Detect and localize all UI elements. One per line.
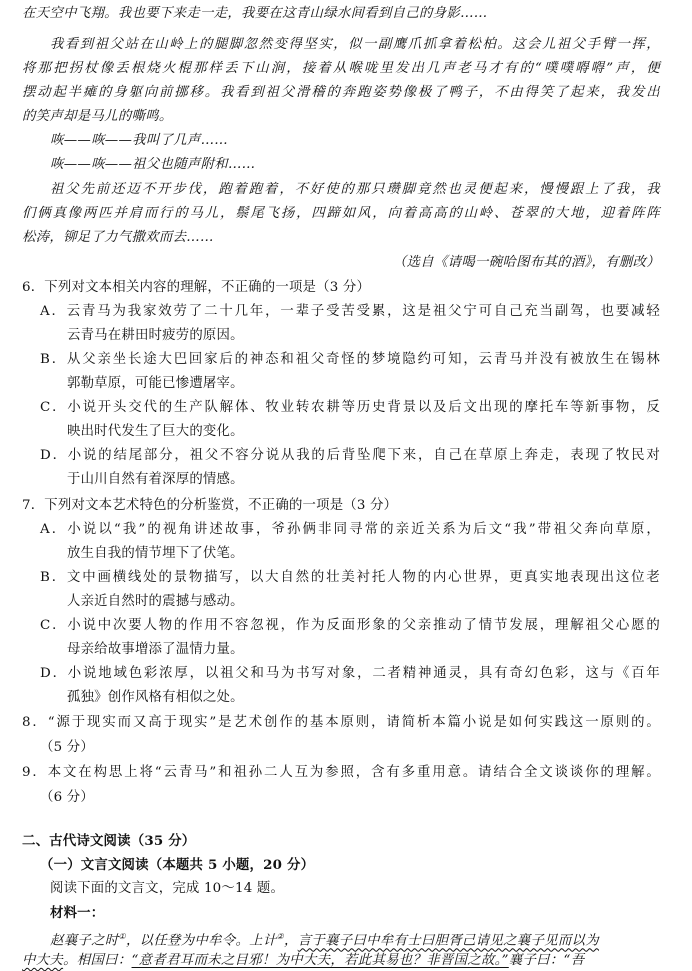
passage-line-6: 咴——咴——我叫了几声…… — [50, 133, 228, 148]
material-text: 襄子曰：“吾 — [508, 953, 585, 968]
q7-stem: 7．下列对文本艺术特色的分析鉴赏，不正确的一项是（3 分） — [22, 498, 398, 513]
material-line-1 — [50, 927, 599, 951]
material-line-2 — [22, 951, 584, 971]
passage-source: （选自《请喝一碗哈图布其的酒》，有删改） — [392, 255, 660, 270]
q6-option-b-line2: 郭勒草原，可能已惨遭屠宰。 — [67, 376, 244, 391]
q7-option-a-line1: A．小说以“我”的视角讲述故事，爷孙俩非同寻常的亲近关系为后文“我”带祖父奔向草原， — [40, 522, 660, 537]
q6-option-c-line1: C．小说开头交代的生产队解体、牧业转农耕等历史背景以及后文出现的摩托车等新事物，反 — [40, 400, 660, 415]
q6-stem: 6．下列对文本相关内容的理解，不正确的一项是（3 分） — [22, 280, 371, 295]
material-text: 赵襄子之时 — [50, 933, 119, 949]
material-text: ， — [284, 933, 298, 949]
material-label: 材料一： — [50, 905, 105, 921]
passage-line-9: 们俩真像两匹并肩而行的马儿，鬃尾飞扬，四蹄如风，向着高高的山岭、苍翠的大地，迎着阵阵 — [22, 206, 660, 221]
q7-option-b-line2: 人亲近自然时的震撼与感动。 — [67, 594, 244, 609]
wavy-underlined-text: 言于襄子曰中牟有士曰胆胥己请见之襄子见而以为 — [297, 933, 599, 949]
q8-points: （5 分） — [40, 740, 94, 755]
q7-option-a-line2: 放生自我的情节埋下了伏笔。 — [67, 546, 244, 561]
material-text: 。相国曰： — [63, 953, 132, 968]
section-2-title: 二、古代诗文阅读（35 分） — [22, 833, 196, 849]
q7-option-c-line1: C．小说中次要人物的作用不容忽视，作为反面形象的父亲推动了情节发展，理解祖父心愿的 — [40, 618, 660, 633]
passage-line-2: 我看到祖父站在山岭上的腿脚忽然变得坚实，似一副鹰爪抓拿着松柏。这会儿祖父手臂一挥， — [50, 37, 660, 52]
wavy-underlined-text: 中大夫 — [22, 953, 64, 968]
q7-option-c-line2: 母亲给故事增添了温情力量。 — [67, 642, 244, 657]
q8-stem: 8．“源于现实而又高于现实”是艺术创作的基本原则，请简析本篇小说是如何实践这一原则的。 — [22, 715, 660, 730]
q9-points: （6 分） — [40, 790, 94, 805]
section-2-subtitle: （一）文言文阅读（本题共 5 小题，20 分） — [40, 857, 315, 873]
underlined-text: “意者君耳而未之目邪！为中大夫，若此其易也？非晋国之故。” — [131, 953, 509, 968]
passage-line-7: 咴——咴——祖父也随声附和…… — [50, 157, 256, 172]
passage-line-1: 在天空中飞翔。我也要下来走一走，我要在这青山绿水间看到自己的身影…… — [22, 6, 488, 21]
q7-option-d-line2: 孤独》创作风格有相似之处。 — [67, 690, 244, 705]
q6-option-c-line2: 映出时代发生了巨大的变化。 — [67, 424, 244, 439]
section-2-instruction: 阅读下面的文言文，完成 10～14 题。 — [50, 881, 285, 896]
passage-line-4: 摆动起半瘫的身躯向前挪移。我看到祖父滑稽的奔跑姿势像极了鸭子，不由得笑了起来，我发出 — [22, 85, 660, 100]
q9-stem: 9．本文在构思上将“云青马”和祖孙二人互为参照，含有多重用意。请结合全文谈谈你的理解。 — [22, 765, 660, 780]
passage-line-5: 的笑声却是马儿的嘶鸣。 — [22, 109, 173, 124]
q7-option-d-line1: D．小说地域色彩浓厚，以祖父和马为书写对象，二者精神通灵，具有奇幻色彩，这与《百年 — [40, 666, 660, 681]
q6-option-d-line2: 于山川自然有着深厚的情感。 — [67, 472, 244, 487]
q6-option-b-line1: B．从父亲坐长途大巴回家后的神态和祖父奇怪的梦境隐约可知，云青马并没有被放生在锡林 — [40, 352, 660, 367]
footnote-marker: ① — [118, 932, 126, 941]
footnote-marker: ② — [276, 932, 285, 941]
q7-option-b-line1: B．文中画横线处的景物描写，以大自然的壮美衬托人物的内心世界，更真实地表现出这位老 — [40, 570, 660, 585]
passage-line-3: 将那把拐杖像丢根烧火棍那样丢下山涧，接着从喉咙里发出几声老马才有的“噗噗嘚嘚”声，便 — [22, 61, 660, 76]
q6-option-a-line2: 云青马在耕田时疲劳的原因。 — [67, 328, 244, 343]
q6-option-a-line1: A．云青马为我家效劳了二十几年，一辈子受苦受累，这是祖父宁可自己充当副驾，也要减轻 — [40, 304, 660, 319]
material-text: ，以任登为中牟令。上计 — [125, 933, 277, 949]
q6-option-d-line1: D．小说的结尾部分，祖父不容分说从我的后背坠爬下来，自己在草原上奔走，表现了牧民对 — [40, 448, 660, 463]
passage-line-10: 松涛，铆足了力气撒欢而去…… — [22, 230, 214, 245]
passage-line-8: 祖父先前还迈不开步伐，跑着跑着，不好使的那只瓒脚竟然也灵便起来，慢慢跟上了我，我 — [50, 182, 660, 197]
